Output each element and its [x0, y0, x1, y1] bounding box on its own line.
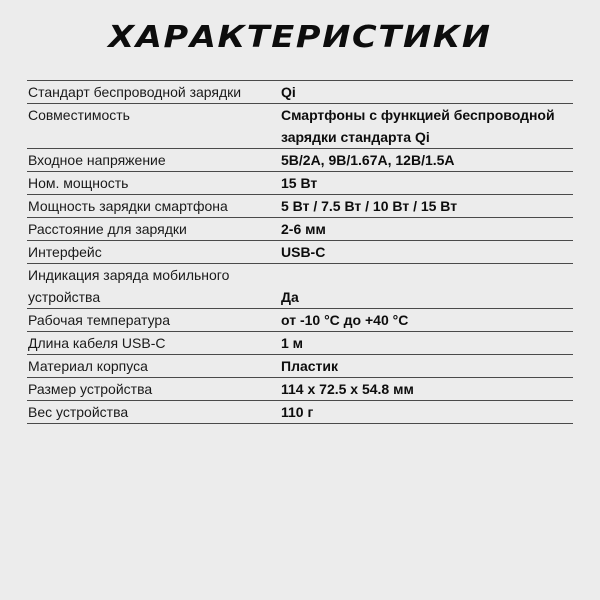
spec-value: от -10 °С до +40 °С [281, 312, 409, 328]
spec-row [27, 195, 573, 218]
spec-row [27, 378, 573, 401]
spec-row [27, 104, 573, 149]
spec-label: Мощность зарядки смартфона [28, 198, 228, 214]
spec-label: Входное напряжение [28, 152, 166, 168]
spec-value: 15 Вт [281, 175, 318, 191]
spec-value: USB-C [281, 244, 326, 260]
spec-label: Стандарт беспроводной зарядки [28, 84, 242, 100]
spec-value: 1 м [281, 335, 304, 351]
spec-row [27, 401, 573, 424]
spec-label: Вес устройства [28, 404, 129, 420]
spec-value: Смартфоны с функцией беспроводной зарядки стандарта Qi [281, 107, 555, 145]
spec-value: Да [281, 289, 299, 305]
spec-label: Индикация заряда мобильного устройства [28, 267, 230, 305]
spec-label: Интерфейс [28, 244, 102, 260]
spec-label: Длина кабеля USB-C [28, 335, 166, 351]
spec-row [27, 264, 573, 309]
spec-label: Размер устройства [28, 381, 153, 397]
spec-row [27, 149, 573, 172]
spec-row [27, 309, 573, 332]
spec-value: 114 х 72.5 х 54.8 мм [281, 381, 414, 397]
spec-label: Совместимость [28, 107, 130, 123]
spec-row [27, 81, 573, 104]
spec-value: Пластик [281, 358, 338, 374]
spec-row [27, 332, 573, 355]
spec-value: 5 Вт / 7.5 Вт / 10 Вт / 15 Вт [281, 198, 458, 214]
spec-label: Рабочая температура [28, 312, 170, 328]
page-title: ХАРАКТЕРИСТИКИ [108, 20, 492, 55]
spec-label: Ном. мощность [28, 175, 129, 191]
spec-label: Материал корпуса [28, 358, 148, 374]
specs-table [27, 80, 573, 424]
spec-row [27, 172, 573, 195]
spec-value: 110 г [281, 404, 314, 420]
spec-value: 5В/2А, 9В/1.67А, 12В/1.5А [281, 152, 455, 168]
spec-row [27, 218, 573, 241]
spec-row [27, 241, 573, 264]
spec-label: Расстояние для зарядки [28, 221, 187, 237]
spec-value: Qi [281, 84, 296, 100]
spec-row [27, 355, 573, 378]
spec-value: 2-6 мм [281, 221, 326, 237]
